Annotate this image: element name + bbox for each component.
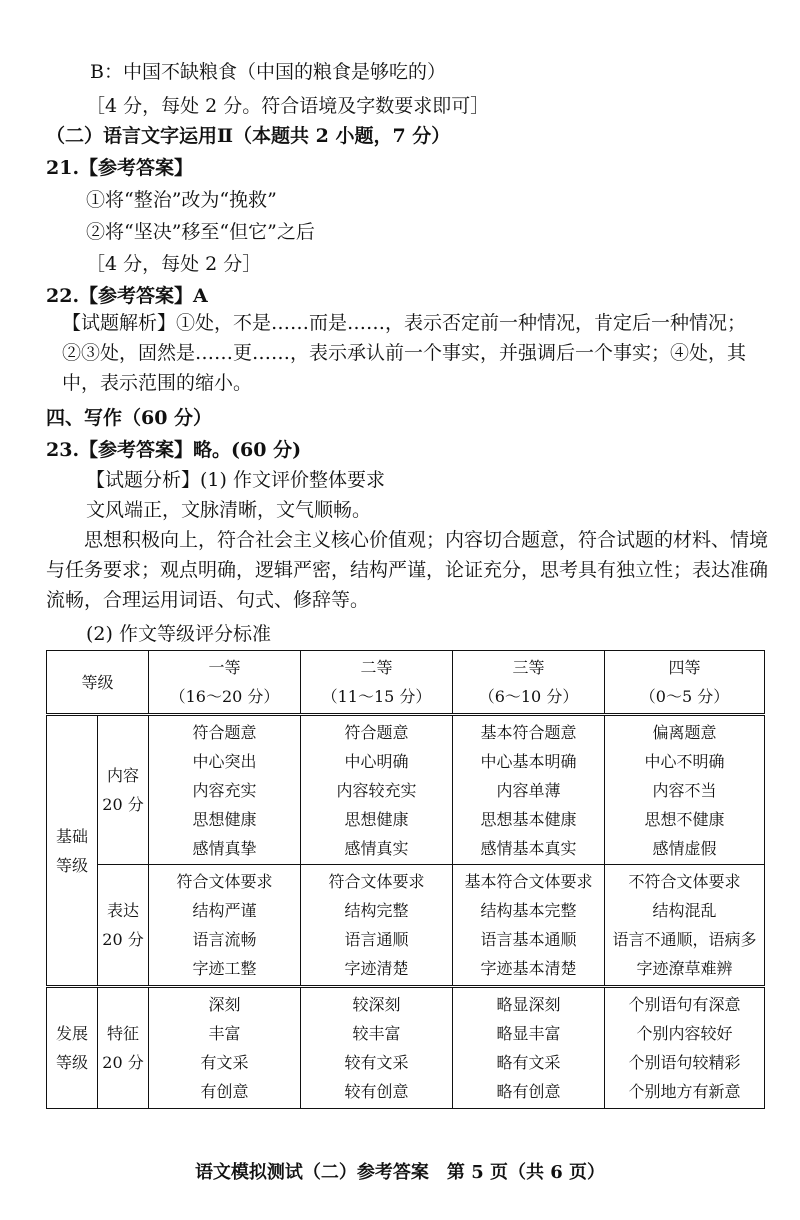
expression-cell-second: 符合文体要求 结构完整 语言通顺 字迹清楚: [301, 865, 453, 987]
q21-heading: 21.【参考答案】: [46, 157, 194, 179]
content-cell-third: 基本符合题意 中心基本明确 内容单薄 思想基本健康 感情基本真实: [453, 715, 605, 865]
q21-item-1: ①将“整治”改为“挽救”: [86, 189, 277, 211]
expression-cell-fourth: 不符合文体要求 结构混乱 语言不通顺，语病多 字迹潦草难辨: [605, 865, 765, 987]
expression-cell-third: 基本符合文体要求 结构基本完整 语言基本通顺 字迹基本清楚: [453, 865, 605, 987]
content-label: 内容 20 分: [98, 715, 149, 865]
q21-item-2: ②将“坚决”移至“但它”之后: [86, 221, 315, 243]
score-note-1: ［4 分，每处 2 分。符合语境及字数要求即可］: [86, 95, 490, 117]
expression-cell-first: 符合文体要求 结构严谨 语言流畅 字迹工整: [149, 865, 301, 987]
feature-cell-third: 略显深刻 略显丰富 略有文采 略有创意: [453, 987, 605, 1109]
q23-style-line: 文风端正，文脉清晰，文气顺畅。: [86, 499, 372, 521]
basic-grade-label: 基础 等级: [47, 715, 98, 987]
answer-b-line: B：中国不缺粮食（中国的粮食是够吃的）: [90, 61, 446, 83]
header-fourth: 四等 （0～5 分）: [605, 651, 765, 715]
development-grade-label: 发展 等级: [47, 987, 98, 1109]
section-heading-writing: 四、写作（60 分）: [46, 407, 213, 429]
score-note-2: ［4 分，每处 2 分］: [86, 253, 262, 275]
q22-heading: 22.【参考答案】A: [46, 285, 208, 307]
section-heading-language-2: （二）语言文字运用Ⅱ（本题共 2 小题，7 分）: [46, 125, 451, 147]
q23-requirements: 思想积极向上，符合社会主义核心价值观；内容切合题意，符合试题的材料、情境与任务要求；观点明确，逻辑严密，结构严谨，论证充分，思考具有独立性；表达准确流畅，合理运用词语、句式、修辞等。: [46, 529, 769, 611]
content-cell-fourth: 偏离题意 中心不明确 内容不当 思想不健康 感情虚假: [605, 715, 765, 865]
feature-cell-fourth: 个别语句有深意 个别内容较好 个别语句较精彩 个别地方有新意: [605, 987, 765, 1109]
content-cell-first: 符合题意 中心突出 内容充实 思想健康 感情真挚: [149, 715, 301, 865]
header-third: 三等 （6～10 分）: [453, 651, 605, 715]
header-second: 二等 （11～15 分）: [301, 651, 453, 715]
feature-cell-first: 深刻 丰富 有文采 有创意: [149, 987, 301, 1109]
feature-cell-second: 较深刻 较丰富 较有文采 较有创意: [301, 987, 453, 1109]
q22-analysis: 【试题解析】①处，不是……而是……，表示否定前一种情况，肯定后一种情况；②③处，固然是……更……，表示承认前一个事实，并强调后一个事实；④处，其中，表示范围的缩小。: [62, 312, 747, 394]
feature-label: 特征 20 分: [98, 987, 149, 1109]
q23-standard-title: (2) 作文等级评分标准: [86, 623, 271, 645]
page-footer: 语文模拟测试（二）参考答案 第 5 页（共 6 页）: [194, 1162, 606, 1183]
expression-label: 表达 20 分: [98, 865, 149, 987]
q23-heading: 23.【参考答案】略。(60 分): [46, 439, 302, 461]
q23-analysis-title: 【试题分析】(1) 作文评价整体要求: [86, 469, 385, 491]
grading-table: [46, 650, 765, 1109]
header-first: 一等 （16～20 分）: [149, 651, 301, 715]
grade-header: 等级: [47, 651, 149, 715]
content-cell-second: 符合题意 中心明确 内容较充实 思想健康 感情真实: [301, 715, 453, 865]
